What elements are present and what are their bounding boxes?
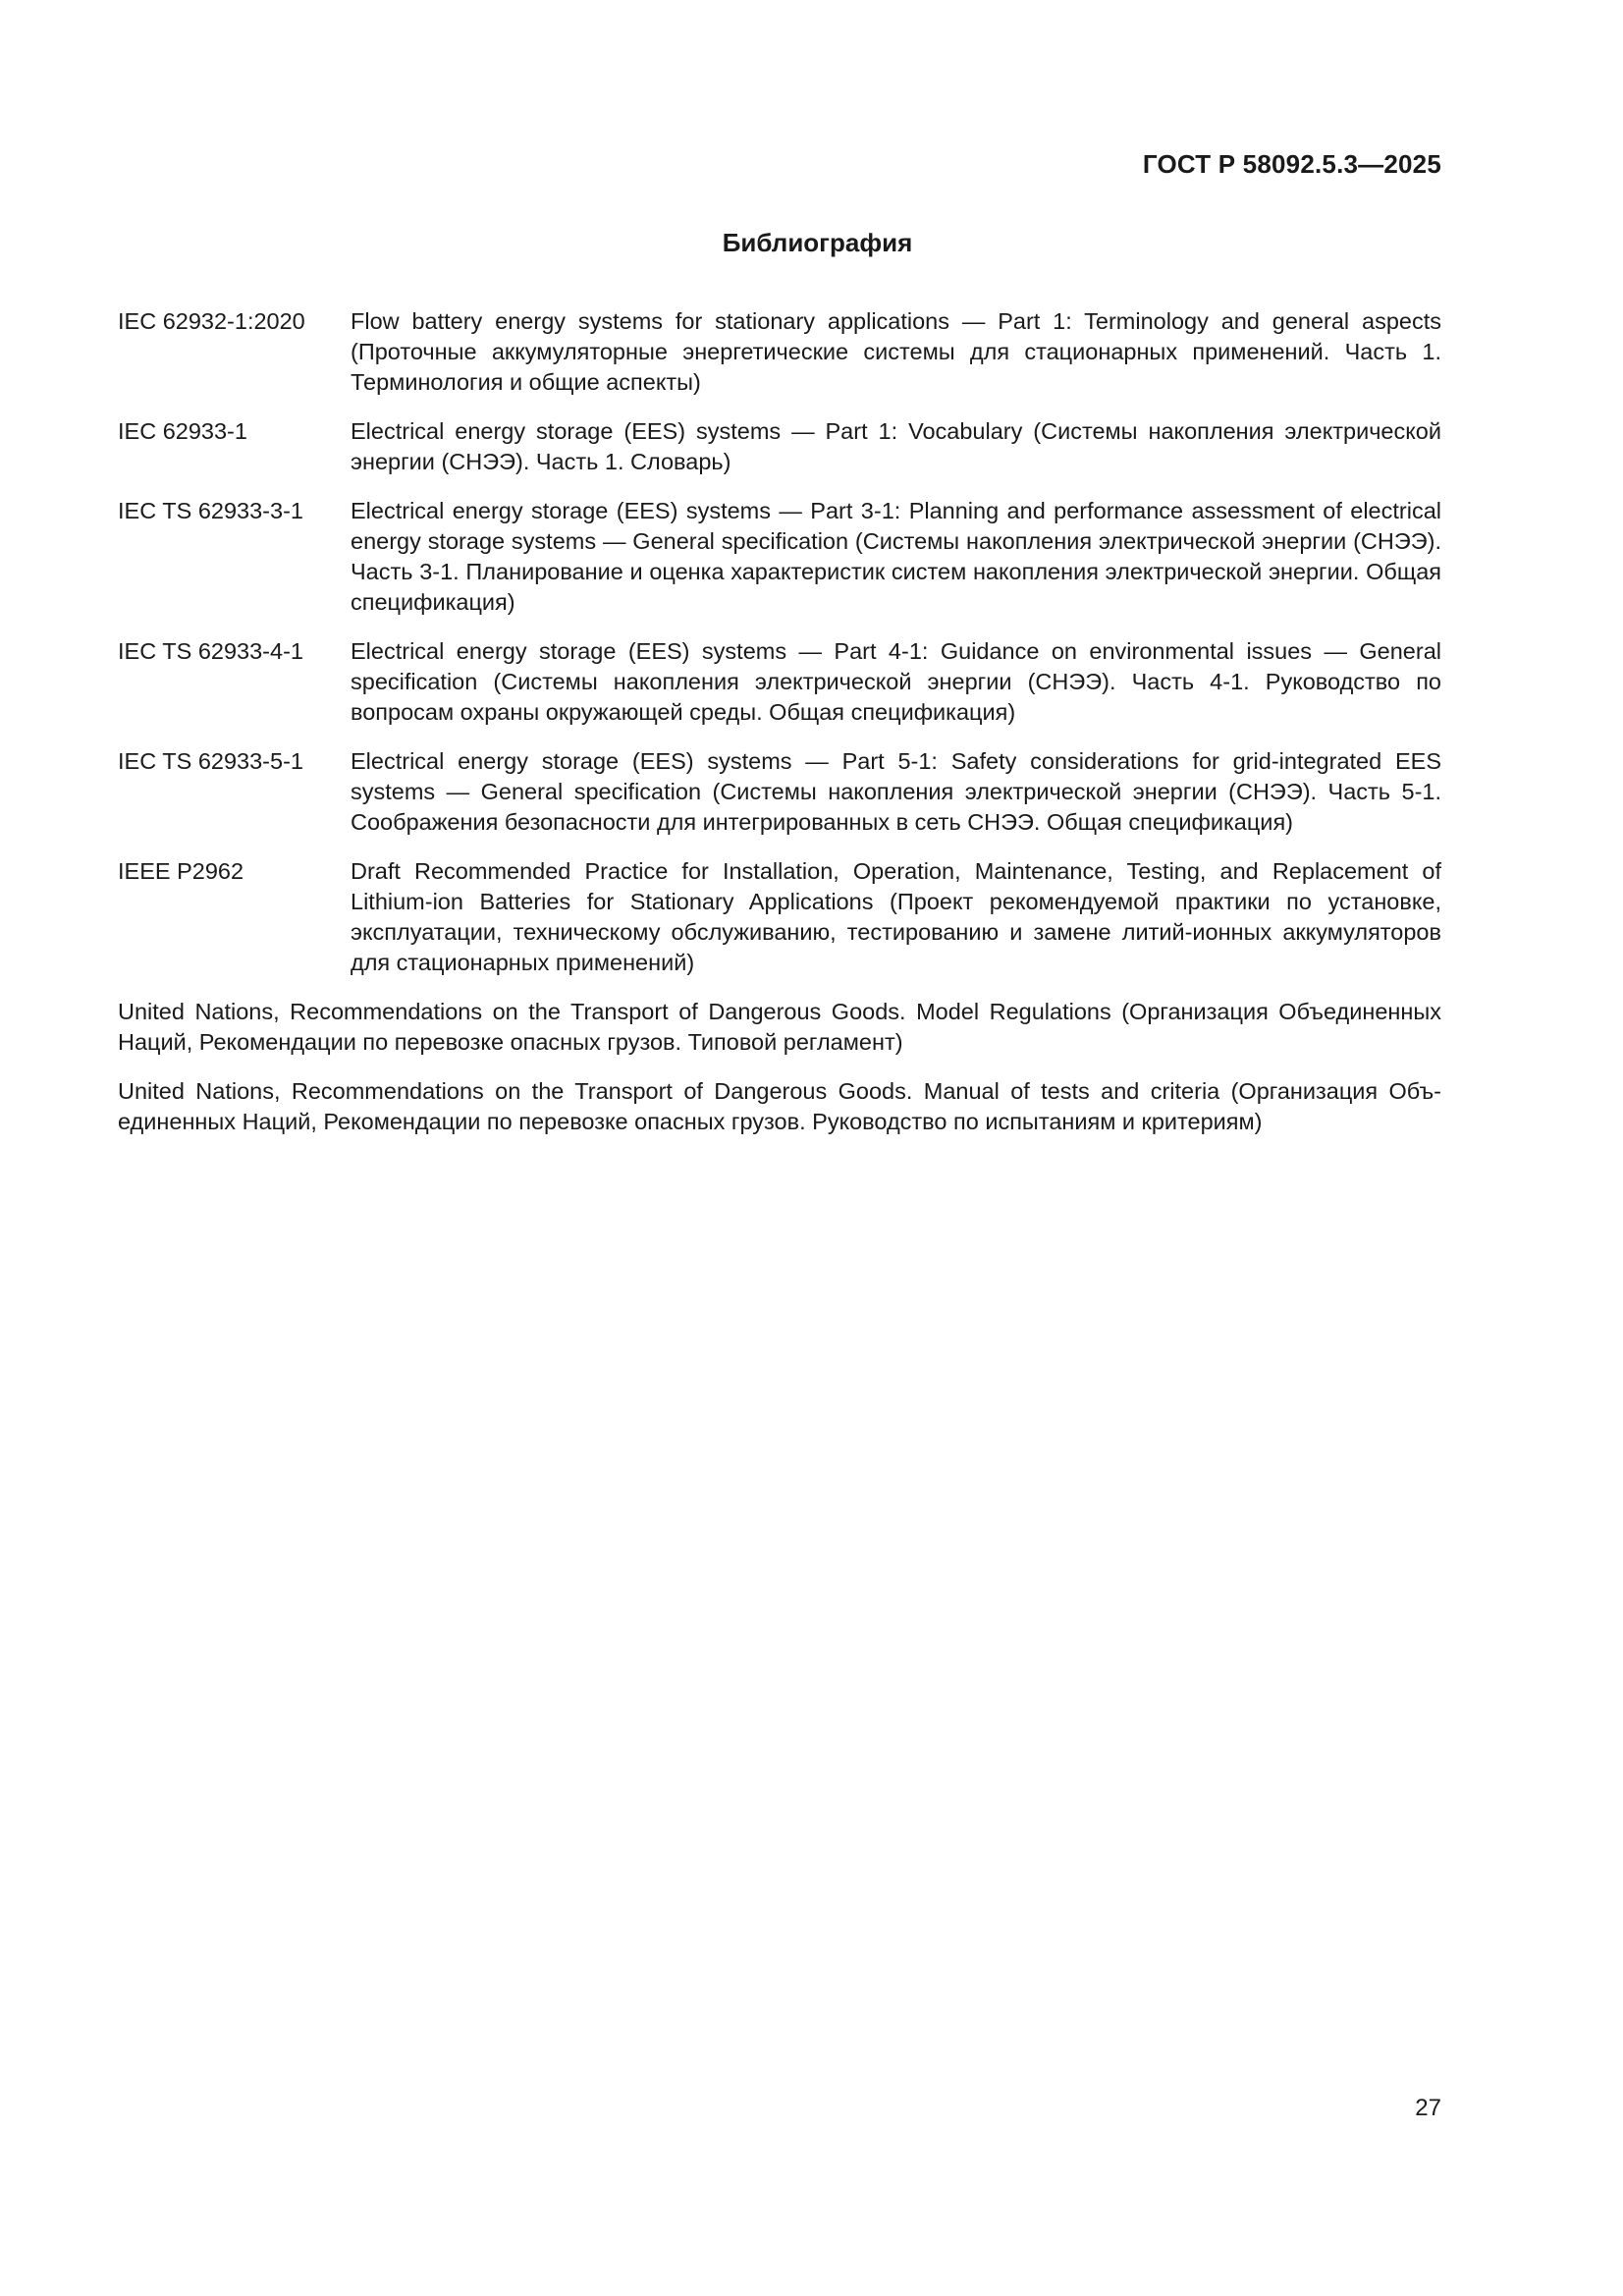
bibliography-entry xyxy=(118,636,1441,728)
bibliography-entry xyxy=(118,416,1441,477)
bibliography-entry xyxy=(118,306,1441,398)
bibliography-free-entry: United Nations, Recommendations on the Transport of Dangerous Goods. Model Regulations (Организация Объединенных Наций, Рекомендации по перевозке опасных грузов. Типовой регламент) xyxy=(118,999,1441,1055)
entry-text: Flow battery energy systems for stationary applications — Part 1: Terminology and general aspects (Проточные аккумуляторные энергетические системы для стационарных применений. Часть 1. Терминология и общие аспекты) xyxy=(351,308,1441,395)
entry-code: IEC TS 62933-5-1 xyxy=(118,748,303,774)
page-number: 27 xyxy=(1415,2095,1441,2121)
bibliography-free-entry: United Nations, Recommendations on the Transport of Dangerous Goods. Manual of tests and criteria (Организация Объединенных Наций, Рекомендации по перевозке опасных грузов. Руководство по испытаниям и критериям) xyxy=(118,1078,1441,1134)
entry-code: IEC TS 62933-3-1 xyxy=(118,498,303,523)
entry-code: IEEE P2962 xyxy=(118,858,244,884)
entry-code: IEC 62933-1 xyxy=(118,418,247,444)
entry-text: Electrical energy storage (EES) systems — Part 5-1: Safety considerations for grid-integrated EES systems — General specification (Системы накопления электрической энергии (СНЭЭ). Часть 5-1. Соображения безопасности для интегрированных в сеть СНЭЭ. Общая спецификация) xyxy=(351,748,1441,835)
entry-text: Electrical energy storage (EES) systems — Part 1: Vocabulary (Системы накопления электрической энергии (СНЭЭ). Часть 1. Словарь) xyxy=(351,418,1441,474)
page-title xyxy=(0,228,1623,258)
entry-text: Electrical energy storage (EES) systems — Part 4-1: Guidance on environmental issues — General specification (Системы накопления электрической энергии (СНЭЭ). Часть 4-1. Руководство по вопросам охраны окружающей среды. Общая спецификация) xyxy=(351,638,1441,725)
entry-code: IEC 62932-1:2020 xyxy=(118,308,305,334)
entry-text: Electrical energy storage (EES) systems — Part 3-1: Planning and performance assessment of electrical energy storage systems — General specification (Системы накопления электрической энергии (СНЭЭ). Часть 3-1. Планирование и оценка характеристик систем накопления электрической энергии. Общая спецификация) xyxy=(351,498,1441,615)
bibliography-entry xyxy=(118,856,1441,978)
bibliography-entry xyxy=(118,496,1441,618)
bibliography-list xyxy=(118,306,1441,1156)
bibliography-entry xyxy=(118,746,1441,838)
entry-text: Draft Recommended Practice for Installation, Operation, Maintenance, Testing, and Replacement of Lithium-ion Batteries for Stationary Applications (Проект рекомендуемой практики по установке, эксплуатации, техническому обслуживанию, тестированию и замене литий-ионных аккумуляторов для стационарных применений) xyxy=(351,858,1441,975)
entry-code: IEC TS 62933-4-1 xyxy=(118,638,303,664)
page-title-text: Библиография xyxy=(722,228,913,257)
document-code: ГОСТ Р 58092.5.3—2025 xyxy=(1142,149,1441,179)
